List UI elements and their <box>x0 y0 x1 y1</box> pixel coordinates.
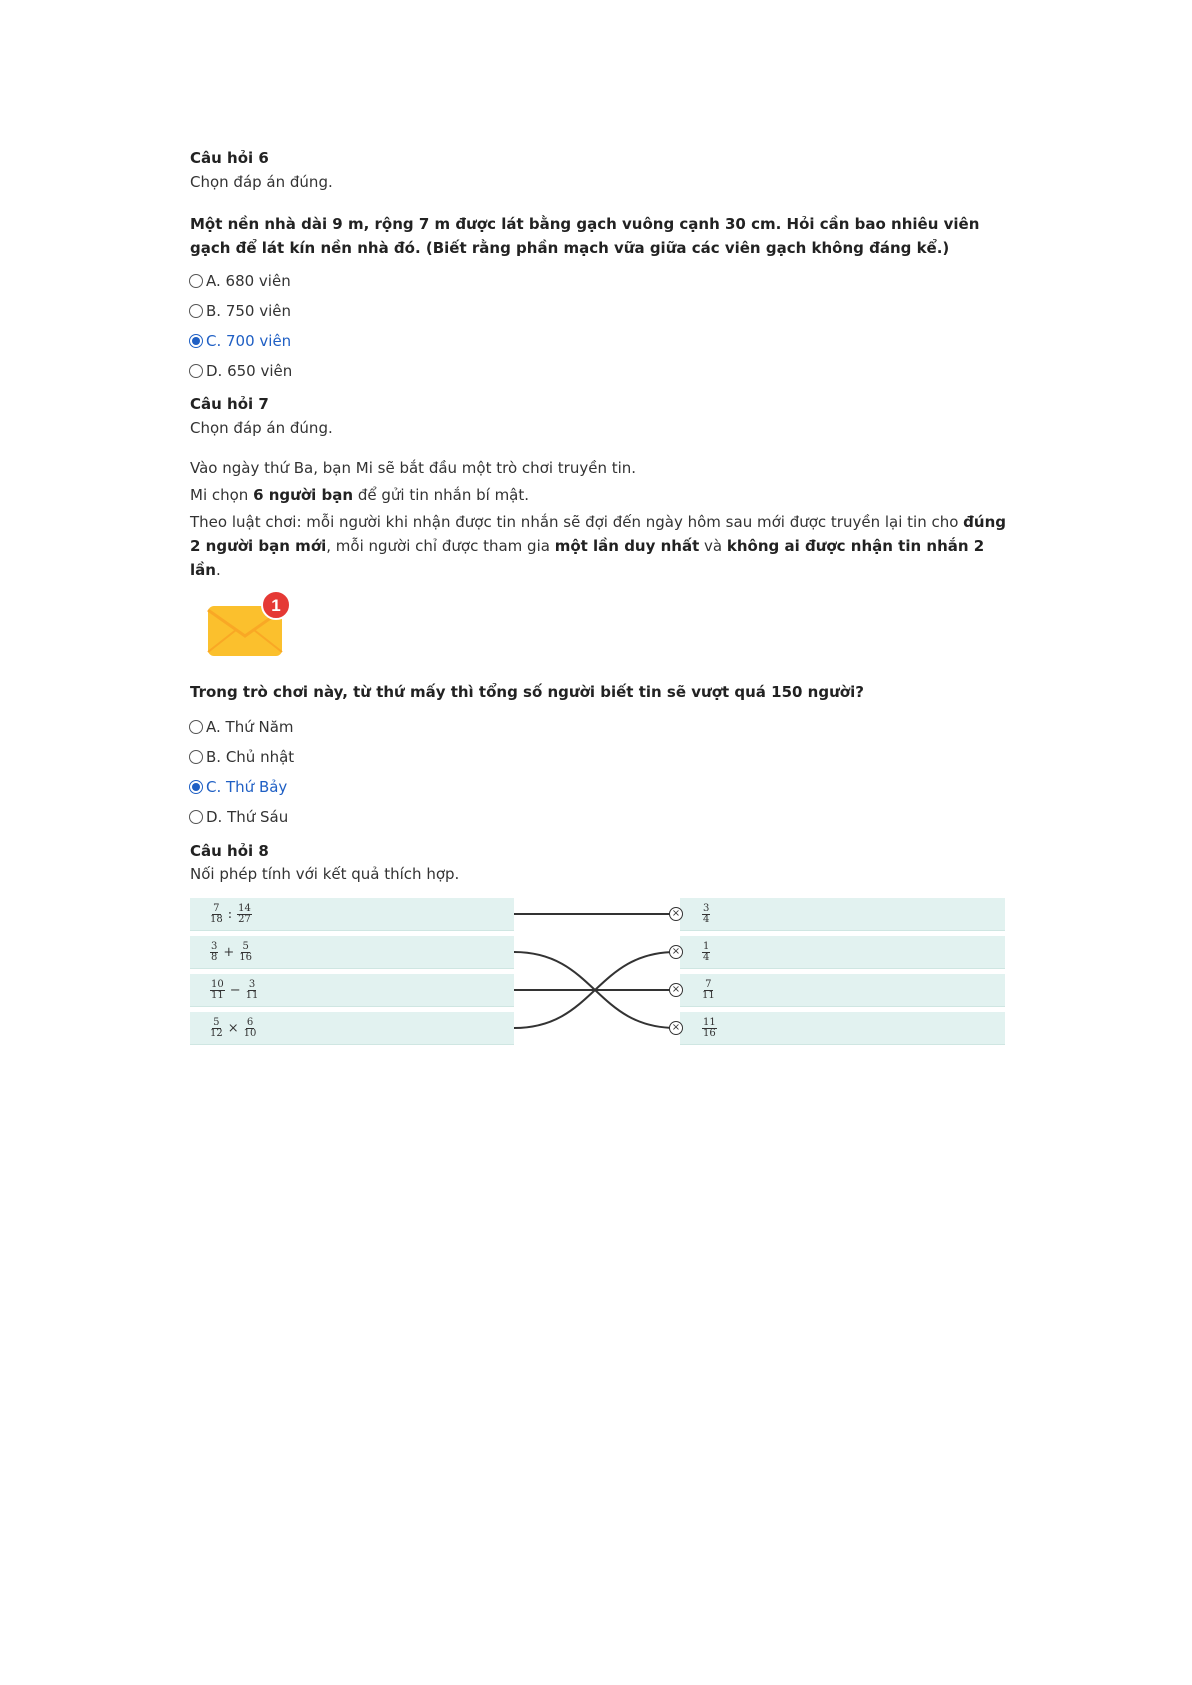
fraction <box>239 942 252 963</box>
q6-title: Câu hỏi 6 <box>190 149 269 167</box>
denominator: 4 <box>703 913 710 925</box>
denominator: 4 <box>703 951 710 963</box>
fraction <box>246 980 259 1001</box>
connection-line <box>514 952 676 1028</box>
text: Theo luật chơi: mỗi người khi nhận được tin nhắn sẽ đợi đến ngày hôm sau mới được truyền lại tin cho <box>190 513 964 531</box>
fraction <box>237 904 252 925</box>
match-left-item[interactable] <box>190 936 514 969</box>
numerator: 5 <box>213 1016 220 1028</box>
connection-line <box>514 952 676 1028</box>
operator: : <box>227 906 233 922</box>
text: Mi chọn <box>190 486 254 504</box>
fraction <box>702 942 710 963</box>
envelope-notification-icon <box>206 590 294 658</box>
q6-question: Một nền nhà dài 9 m, rộng 7 m được lát bằng gạch vuông cạnh 30 cm. Hỏi cần bao nhiêu viên gạch để lát kín nền nhà đó. (Biết rằng phần mạch vữa giữa các viên gạch không đáng kể.) <box>190 215 980 257</box>
remove-connection-icon[interactable]: × <box>669 983 683 997</box>
q6-option-d[interactable] <box>189 360 292 382</box>
denominator: 12 <box>210 1027 223 1039</box>
operator: − <box>229 982 241 998</box>
q7-option-c[interactable] <box>189 776 287 798</box>
fraction <box>702 980 715 1001</box>
numerator: 3 <box>248 978 256 990</box>
denominator: 11 <box>245 989 259 1001</box>
q7-option-b[interactable] <box>189 746 294 768</box>
match-right-item[interactable] <box>680 1012 1005 1045</box>
q7-option-label: D. Thứ Sáu <box>206 808 289 826</box>
remove-connection-icon[interactable]: × <box>669 945 683 959</box>
numerator: 3 <box>211 940 218 952</box>
q6-option-label: B. 750 viên <box>206 302 292 320</box>
operator: + <box>223 944 235 960</box>
q6-option-b[interactable] <box>189 300 291 322</box>
numerator: 5 <box>242 940 249 952</box>
match-left-item[interactable] <box>190 974 514 1007</box>
q6-option-c[interactable] <box>189 330 291 352</box>
numerator: 7 <box>213 902 220 914</box>
expression <box>210 1018 256 1039</box>
match-left-item[interactable] <box>190 1012 514 1045</box>
denominator: 11 <box>211 989 224 1001</box>
numerator: 1 <box>703 940 710 952</box>
q7-option-d[interactable] <box>189 806 288 828</box>
fraction <box>702 1018 717 1039</box>
q7-paragraph-2 <box>190 483 1010 507</box>
q6-option-label: D. 650 viên <box>206 362 293 380</box>
numerator: 6 <box>246 1016 254 1028</box>
q7-paragraph-3 <box>190 510 1010 582</box>
numerator: 10 <box>211 978 224 990</box>
radio-icon[interactable] <box>189 750 203 764</box>
fraction <box>210 980 225 1001</box>
q8-instruction: Nối phép tính với kết quả thích hợp. <box>190 865 460 883</box>
fraction <box>244 1018 257 1039</box>
text: để gửi tin nhắn bí mật. <box>353 486 530 504</box>
text: và <box>699 537 727 555</box>
q6-option-label: C. 700 viên <box>206 332 292 350</box>
q6-instruction: Chọn đáp án đúng. <box>190 173 333 191</box>
remove-connection-icon[interactable]: × <box>669 1021 683 1035</box>
radio-icon[interactable] <box>189 304 203 318</box>
numerator: 3 <box>703 902 710 914</box>
q7-option-label: B. Chủ nhật <box>206 748 295 766</box>
fraction <box>210 904 223 925</box>
radio-selected-icon[interactable] <box>189 780 203 794</box>
fraction <box>210 1018 223 1039</box>
q7-option-label: A. Thứ Năm <box>206 718 294 736</box>
expression <box>210 980 258 1001</box>
radio-icon[interactable] <box>189 720 203 734</box>
denominator: 8 <box>211 951 218 963</box>
text-bold: đúng 2 người bạn mới <box>190 513 1007 555</box>
q8-title: Câu hỏi 8 <box>190 842 269 860</box>
numerator: 14 <box>238 902 251 914</box>
numerator: 7 <box>705 978 712 990</box>
text-bold: không ai được nhận tin nhắn 2 lần <box>190 537 985 579</box>
notification-badge-count: 1 <box>271 596 281 615</box>
q7-paragraph-1: Vào ngày thứ Ba, bạn Mi sẽ bắt đầu một trò chơi truyền tin. <box>190 459 637 477</box>
expression <box>210 942 252 963</box>
denominator: 16 <box>239 951 253 963</box>
q7-option-a[interactable] <box>189 716 294 738</box>
denominator: 16 <box>703 1027 716 1039</box>
radio-icon[interactable] <box>189 364 203 378</box>
match-right-item[interactable] <box>680 974 1005 1007</box>
text: . <box>215 561 221 579</box>
fraction <box>210 942 218 963</box>
denominator: 10 <box>243 1027 257 1039</box>
q6-option-a[interactable] <box>189 270 291 292</box>
radio-icon[interactable] <box>189 274 203 288</box>
q6-option-label: A. 680 viên <box>206 272 291 290</box>
q7-option-label: C. Thứ Bảy <box>206 778 288 796</box>
q7-question: Trong trò chơi này, từ thứ mấy thì tổng số người biết tin sẽ vượt quá 150 người? <box>190 683 864 701</box>
match-left-item[interactable] <box>190 898 514 931</box>
expression <box>210 904 252 925</box>
operator: × <box>227 1020 239 1036</box>
text: , mỗi người chỉ được tham gia <box>326 537 555 555</box>
remove-connection-icon[interactable]: × <box>669 907 683 921</box>
numerator: 11 <box>703 1016 716 1028</box>
match-right-item[interactable] <box>680 936 1005 969</box>
text-bold: 6 người bạn <box>253 486 354 504</box>
text-bold: một lần duy nhất <box>554 537 700 555</box>
q7-instruction: Chọn đáp án đúng. <box>190 419 333 437</box>
radio-icon[interactable] <box>189 810 203 824</box>
denominator: 18 <box>210 913 223 925</box>
match-right-item[interactable] <box>680 898 1005 931</box>
q7-title: Câu hỏi 7 <box>190 395 269 413</box>
radio-selected-icon[interactable] <box>189 334 203 348</box>
denominator: 27 <box>238 913 251 925</box>
denominator: 11 <box>702 989 715 1001</box>
fraction <box>702 904 710 925</box>
